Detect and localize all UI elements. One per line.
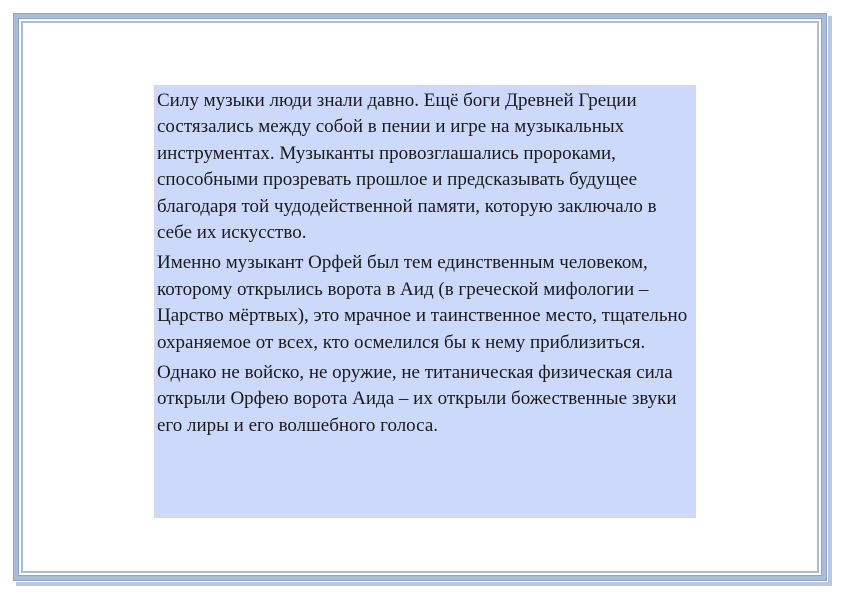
paragraph-2: Именно музыкант Орфей был тем единственным человеком, которому открылись ворота в Аид (в греческой мифологии – Царство мёртвых), это мрачное и таинственное место, тщательно охраняемое от всех, кто осмелился бы к нему приблизиться. xyxy=(157,252,688,353)
paragraph-1: Силу музыки люди знали давно. Ещё боги Древней Греции состязались между собой в пении и игре на музыкальных инструментах. Музыканты провозглашались пророками, способными прозревать прошлое и предсказывать будущее благодаря той чудодейственной памяти, которую заключало в себе их искусство. xyxy=(157,90,657,244)
frame-shadow-right xyxy=(828,16,832,584)
paragraph-3: Однако не войско, не оружие, не титаническая физическая сила открыли Орфею ворота Аида – их открыли божественные звуки его лиры и его волшебного голоса. xyxy=(157,362,677,436)
text-block xyxy=(154,85,696,518)
frame-shadow-bottom xyxy=(16,582,832,586)
